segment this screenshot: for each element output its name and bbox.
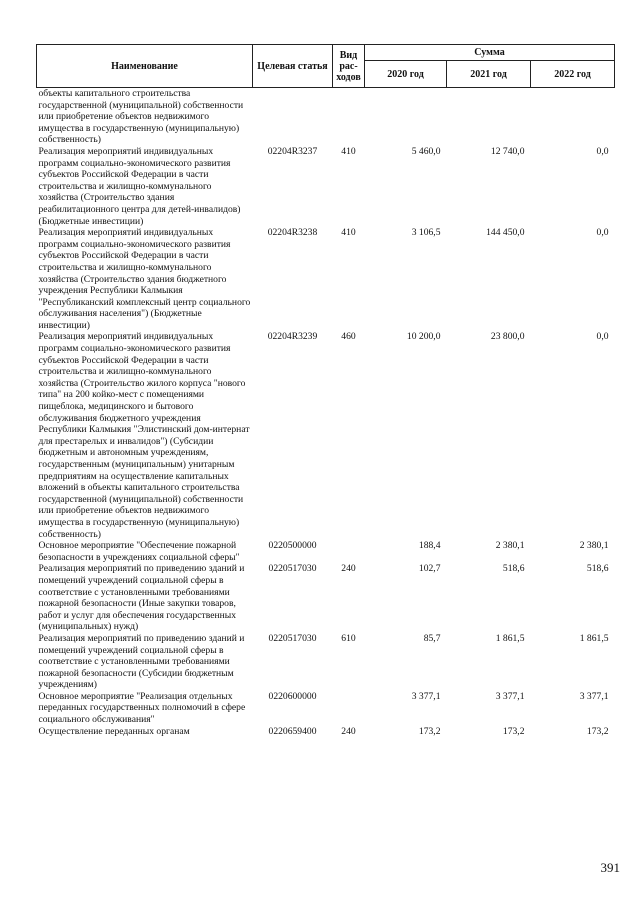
- table-row: [37, 331, 615, 540]
- row-2021: 2 380,1: [495, 540, 525, 552]
- row-name: Основное мероприятие "Обеспечение пожарной безопасности в учреждениях социальной сферы": [38, 540, 240, 563]
- row-2022: 2 380,1: [579, 540, 609, 552]
- header-kind: Вид рас-ходов: [333, 45, 365, 88]
- header-year-2021: 2021 год: [447, 61, 531, 88]
- row-name: Основное мероприятие "Реализация отдельных переданных государственных полномочий в сфере социального обслуживания": [38, 690, 246, 726]
- row-2020: 3 377,1: [411, 690, 441, 702]
- table-row: [37, 146, 615, 227]
- row-2020: 5 460,0: [411, 145, 441, 157]
- row-name: Реализация мероприятий индивидуальных программ социально-экономического развития субъектов Российской Федерации в части строительства и жилищно-коммунального хозяйства (Строительство здания бюджетного учреждения Республики Калмыкия "Республиканский комплексный центр социального обслуживания населения") (Бюджетные инвестиции): [38, 227, 251, 331]
- budget-table: [36, 44, 615, 737]
- row-2022: 3 377,1: [579, 690, 609, 702]
- row-code: 02204R3237: [267, 145, 318, 157]
- row-kind: 240: [341, 563, 356, 575]
- row-2021: 518,6: [502, 563, 525, 575]
- table-row: [37, 227, 615, 331]
- row-kind: [333, 88, 365, 146]
- row-code: 0220517030: [268, 563, 317, 575]
- row-2020: 188,4: [418, 540, 441, 552]
- row-code: 02204R3239: [267, 331, 318, 343]
- row-2020: [365, 88, 447, 146]
- row-kind: [333, 540, 365, 563]
- header-name: Наименование: [37, 45, 253, 88]
- budget-table-page: [36, 44, 614, 737]
- row-2021: 23 800,0: [490, 331, 525, 343]
- row-kind: 240: [341, 725, 356, 737]
- header-year-2020: 2020 год: [365, 61, 447, 88]
- table-row: [37, 726, 615, 738]
- row-2022: 0,0: [596, 227, 609, 239]
- row-2020: 10 200,0: [406, 331, 441, 343]
- row-name: Реализация мероприятий по приведению зданий и помещений учреждений социальной сферы в соответствие с установленными требованиями пожарной безопасности (Иные закупки товаров, работ и услуг для обеспечения государственных (муниципальных) нужд): [38, 563, 245, 633]
- header-year-2022: 2022 год: [531, 61, 615, 88]
- row-kind: 460: [341, 331, 356, 343]
- row-2020: 3 106,5: [411, 227, 441, 239]
- row-name: Реализация мероприятий индивидуальных программ социально-экономического развития субъектов Российской Федерации в части строительства и жилищно-коммунального хозяйства (Строительство жилого корпуса "нового типа" на 200 койко-мест с помещениями пищеблока, медицинского и бытового обслуживания бюджетного учреждения Республики Калмыкия "Элистинский дом-интернат для престарелых и инвалидов") (Субсидии бюджетным и автономным учреждениям, государственным (муниципальным) унитарным предприятиям на осуществление капитальных вложений в объекты капитального строительства государственной (муниципальной) собственности или приобретение объектов недвижимого имущества в государственную (муниципальную) собственность): [38, 331, 250, 540]
- row-2022: [531, 88, 615, 146]
- table-row: [37, 540, 615, 563]
- table-row: [37, 563, 615, 633]
- row-2021: 173,2: [502, 725, 525, 737]
- table-row: [37, 691, 615, 726]
- row-name: Реализация мероприятий по приведению зданий и помещений учреждений социальной сферы в соответствие с установленными требованиями пожарной безопасности (Субсидии бюджетным учреждениям): [38, 632, 245, 691]
- row-kind: 410: [341, 227, 356, 239]
- row-2022: 1 861,5: [579, 632, 609, 644]
- row-2021: 1 861,5: [495, 632, 525, 644]
- row-code: 0220500000: [268, 540, 317, 552]
- row-2021: 144 450,0: [486, 227, 525, 239]
- row-code: 0220517030: [268, 632, 317, 644]
- table-row: [37, 88, 615, 146]
- table-row: [37, 633, 615, 691]
- row-code: [253, 88, 333, 146]
- row-name: Осуществление переданных органам: [38, 725, 190, 737]
- row-name: объекты капитального строительства государственной (муниципальной) собственности или приобретение объектов недвижимого имущества в государственную (муниципальную) собственность): [38, 88, 244, 146]
- row-2021: 12 740,0: [490, 145, 525, 157]
- row-code: 0220600000: [268, 690, 317, 702]
- row-2020: 85,7: [423, 632, 441, 644]
- row-2022: 0,0: [596, 331, 609, 343]
- row-2020: 173,2: [418, 725, 441, 737]
- row-code: 02204R3238: [267, 227, 318, 239]
- row-2022: 0,0: [596, 145, 609, 157]
- row-2022: 173,2: [586, 725, 609, 737]
- page-number: 391: [600, 860, 620, 875]
- row-2021: 3 377,1: [495, 690, 525, 702]
- row-2020: 102,7: [418, 563, 441, 575]
- header-target: Целевая статья: [253, 45, 333, 88]
- row-kind: 410: [341, 145, 356, 157]
- row-kind: 610: [341, 632, 356, 644]
- header-sum: Сумма: [365, 45, 615, 61]
- row-kind: [333, 691, 365, 726]
- row-2021: [447, 88, 531, 146]
- row-name: Реализация мероприятий индивидуальных программ социально-экономического развития субъектов Российской Федерации в части строительства и жилищно-коммунального хозяйства (Строительство здания реабилитационного центра для детей-инвалидов) (Бюджетные инвестиции): [38, 145, 241, 227]
- row-code: 0220659400: [268, 725, 317, 737]
- row-2022: 518,6: [586, 563, 609, 575]
